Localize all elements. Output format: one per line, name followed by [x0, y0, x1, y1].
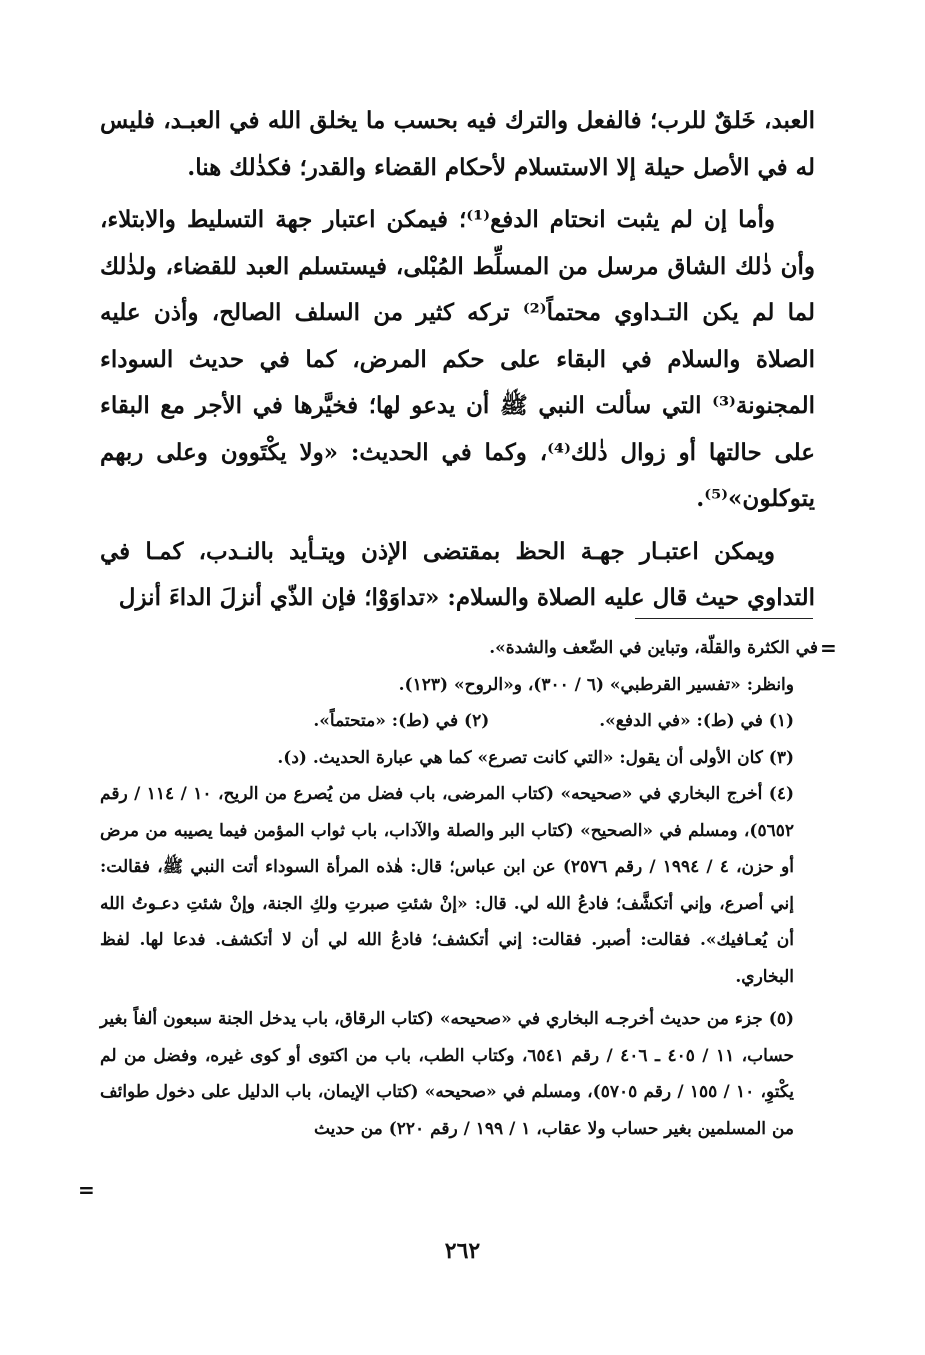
footnote-1: (١) في (ط): «في الدفع». — [599, 711, 794, 731]
paragraph: ويمكن اعتبـار جهـة الحظ بمقتضى الإذن ويتـأيد بالنـدب، كمـا في التداوي حيث قال عليه الصلاة والسلام: «تداوَوْا؛ فإن الذّي أنزلَ الداءَ أنزل — [100, 537, 815, 611]
footnote-5: (٥) جزء من حديث أخرجـه البخاري في «صحيحه» (كتاب الرقاق، باب يدخل الجنة سبعون ألفاً بغير حساب، ١١ / ٤٠٥ ـ ٤٠٦ / رقم ٦٥٤١، وكتاب الطب، باب من اكتوى أو كوى غيره، وفضل من لم يكْتوِ، ١٠ / ١٥٥ / رقم ٥٧٠٥)، ومسلم في «صحيحه» (كتاب الإيمان، باب الدليل على دخول طوائف من المسلمين بغير حساب ولا عقاب، ١ / ١٩٩ / رقم ٢٢٠) من حديث — [100, 1009, 795, 1139]
page-number: ٢٦٢ — [444, 1238, 481, 1264]
footnote-carryover: في الكثرة والقلّة، وتباين في الضّعف والشدة». — [489, 638, 818, 658]
footnote-see-also: وانظر: «تفسير القرطبي» (٦ / ٣٠٠)، و«الروح» (١٢٣). — [398, 674, 794, 695]
footnotes — [100, 630, 818, 1147]
trailing-continuation-marker: = — [78, 1178, 95, 1202]
paragraph: العبد، خَلقٌ للرب؛ فالفعل والترك فيه بحسب ما يخلق الله في العبـد، فليس له في الأصل حيلة إلا الاستسلام لأحكام القضاء والقدر؛ فكذٰلك هنا. — [100, 107, 815, 181]
paragraph: وأما إن لم يثبت انحتام الدفع⁽¹⁾؛ فيمكن اعتبار جهة التسليط والابتلاء، وأن ذٰلك الشاق مرسل من المسلِّط المُبْلى، فيستسلم العبد للقضاء، ولذٰلك لما لم يكن التـداوي محتماً⁽²⁾ تركه كثير من السلف الصالح، وأذن عليه الصلاة والسلام في البقاء على حكم المرض، كما في حديث السوداء المجنونة⁽³⁾ التي سألت النبي ﷺ أن يدعو لها؛ فخيَّرها في الأجر مع البقاء على حالتها أو زوال ذٰلك⁽⁴⁾، وكما في الحديث: «ولا يكْتَوون وعلى ربهم يتوكلون»⁽⁵⁾. — [100, 206, 816, 512]
main-text — [100, 98, 815, 622]
continuation-marker: = — [820, 636, 837, 660]
footnote-separator — [635, 618, 813, 619]
footnote-row — [100, 703, 818, 740]
footnote-3: (٣) كان الأولى أن يقول: «التي كانت تصرع» كما هي عبارة الحديث. (د). — [277, 747, 794, 768]
footnote-2: (٢) في (ط): «متحتماً». — [313, 711, 490, 731]
footnote-4: (٤) أخرج البخاري في «صحيحه» (كتاب المرضى، باب فضل من يُصرع من الريح، ١٠ / ١١٤ / رقم ٥٦٥٢)، ومسلم في «الصحيح» (كتاب البر والصلة والآداب، باب ثواب المؤمن فيما يصيبه من مرض أو حزن، ٤ / ١٩٩٤ / رقم ٢٥٧٦) عن ابن عباس؛ قال: هٰذه المرأة السوداء أتت النبي ﷺ، فقالت: إني أصرع، وإني أتكشَّف؛ فادعُ الله لي. قال: «إنْ شئتِ صبرتِ ولكِ الجنة، وإنْ شئتِ دعـوتُ الله أن يُعـافيك». فقالت: أصبر. فقالت: إني أتكشف؛ فادعُ الله لي أن لا أتكشف. فدعا لها. لفظ البخاري. — [100, 784, 794, 987]
